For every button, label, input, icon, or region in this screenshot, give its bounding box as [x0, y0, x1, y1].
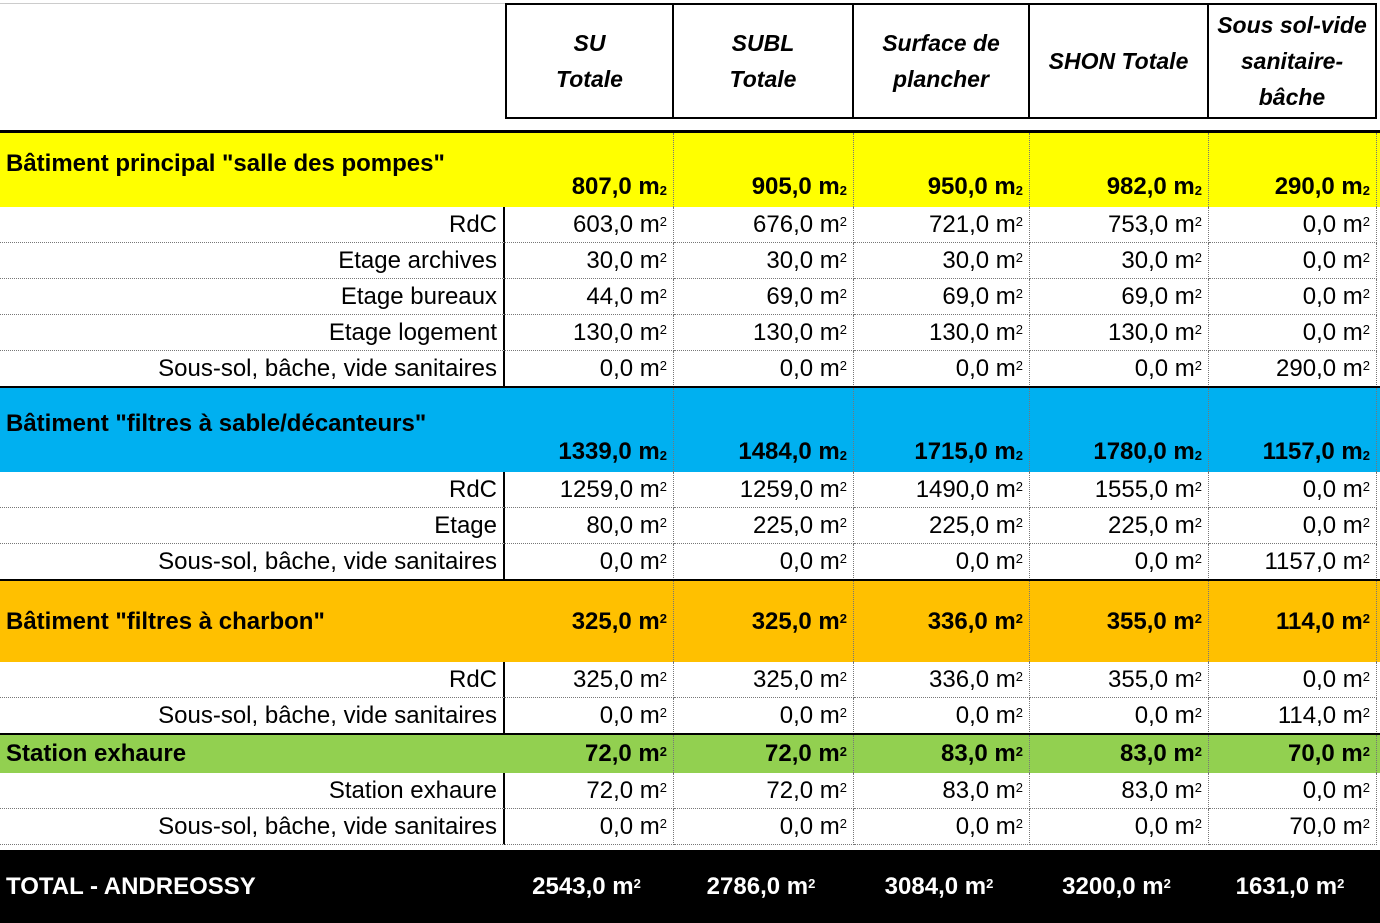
row-value: 0,0 m $^2$	[1209, 243, 1377, 279]
row-value: 1259,0 m $^2$	[674, 472, 854, 508]
row-value: 0,0 m $^2$	[1209, 472, 1377, 508]
row-value: 80,0 m $^2$	[505, 508, 674, 544]
group-value: 336,0 m $^2$	[854, 581, 1030, 662]
row-value: 721,0 m $^2$	[854, 207, 1030, 243]
group-value: 1780,0 m $^2$	[1030, 388, 1209, 472]
row-value: 72,0 m $^2$	[674, 773, 854, 809]
group-value: 807,0 m $^2$	[505, 133, 674, 207]
row-label: RdC	[0, 662, 505, 698]
row-value: 0,0 m $^2$	[854, 809, 1030, 845]
group-value: 1339,0 m $^2$	[505, 388, 674, 472]
table-row	[0, 662, 1380, 698]
row-value: 0,0 m $^2$	[1209, 279, 1377, 315]
row-value: 225,0 m $^2$	[854, 508, 1030, 544]
total-value: 2543,0 m $^2$	[532, 872, 641, 900]
row-value: 0,0 m $^2$	[1209, 773, 1377, 809]
header-sous-sol: Sous sol-vide sanitaire- bâche	[1209, 3, 1377, 119]
total-value: 3200,0 m $^2$	[1062, 872, 1171, 900]
group-row	[0, 388, 1380, 472]
row-value: 325,0 m $^2$	[505, 662, 674, 698]
table-row	[0, 508, 1380, 544]
row-value: 0,0 m $^2$	[1209, 315, 1377, 351]
table-row	[0, 472, 1380, 508]
table-row	[0, 809, 1380, 845]
header-subl-totale: SUBL Totale	[674, 3, 854, 119]
total-label: TOTAL - ANDREOSSY	[6, 872, 256, 900]
row-label: Sous-sol, bâche, vide sanitaires	[0, 351, 505, 387]
group-label: Bâtiment principal "salle des pompes"	[6, 150, 445, 177]
row-value: 225,0 m $^2$	[1030, 508, 1209, 544]
row-value: 1555,0 m $^2$	[1030, 472, 1209, 508]
row-value: 0,0 m $^2$	[505, 544, 674, 580]
row-value: 83,0 m $^2$	[854, 773, 1030, 809]
row-value: 0,0 m $^2$	[1030, 544, 1209, 580]
group-value: 982,0 m $^2$	[1030, 133, 1209, 207]
table-row	[0, 315, 1380, 351]
row-value: 0,0 m $^2$	[674, 809, 854, 845]
group-row	[0, 133, 1380, 207]
row-label: Sous-sol, bâche, vide sanitaires	[0, 698, 505, 734]
group-label: Bâtiment "filtres à charbon"	[6, 607, 325, 635]
row-value: 30,0 m $^2$	[505, 243, 674, 279]
group-value: 83,0 m $^2$	[854, 735, 1030, 773]
row-label: Etage	[0, 508, 505, 544]
row-value: 30,0 m $^2$	[674, 243, 854, 279]
group-value: 290,0 m $^2$	[1209, 133, 1377, 207]
group-row	[0, 581, 1380, 662]
row-label: Etage bureaux	[0, 279, 505, 315]
row-value: 130,0 m $^2$	[1030, 315, 1209, 351]
row-value: 225,0 m $^2$	[674, 508, 854, 544]
row-value: 114,0 m $^2$	[1209, 698, 1377, 734]
row-value: 0,0 m $^2$	[1209, 662, 1377, 698]
row-value: 30,0 m $^2$	[854, 243, 1030, 279]
group-value: 355,0 m $^2$	[1030, 581, 1209, 662]
row-value: 0,0 m $^2$	[1030, 809, 1209, 845]
row-value: 0,0 m $^2$	[1209, 508, 1377, 544]
row-label: RdC	[0, 207, 505, 243]
row-value: 0,0 m $^2$	[674, 351, 854, 387]
row-value: 0,0 m $^2$	[1030, 351, 1209, 387]
table-row	[0, 351, 1380, 387]
row-value: 0,0 m $^2$	[854, 351, 1030, 387]
header-shon-totale: SHON Totale	[1030, 3, 1209, 119]
row-value: 83,0 m $^2$	[1030, 773, 1209, 809]
table-row	[0, 544, 1380, 580]
group-value: 70,0 m $^2$	[1209, 735, 1377, 773]
row-value: 0,0 m $^2$	[505, 351, 674, 387]
group-value: 325,0 m $^2$	[505, 581, 674, 662]
row-value: 0,0 m $^2$	[854, 544, 1030, 580]
row-value: 603,0 m $^2$	[505, 207, 674, 243]
table-row	[0, 207, 1380, 243]
group-value: 1157,0 m $^2$	[1209, 388, 1377, 472]
group-value: 83,0 m $^2$	[1030, 735, 1209, 773]
row-value: 290,0 m $^2$	[1209, 351, 1377, 387]
row-value: 72,0 m $^2$	[505, 773, 674, 809]
row-value: 0,0 m $^2$	[1209, 207, 1377, 243]
row-label: Station exhaure	[0, 773, 505, 809]
group-value: 114,0 m $^2$	[1209, 581, 1377, 662]
row-value: 70,0 m $^2$	[1209, 809, 1377, 845]
row-value: 0,0 m $^2$	[674, 544, 854, 580]
row-value: 69,0 m $^2$	[674, 279, 854, 315]
row-value: 0,0 m $^2$	[674, 698, 854, 734]
row-value: 130,0 m $^2$	[505, 315, 674, 351]
row-value: 325,0 m $^2$	[674, 662, 854, 698]
row-value: 0,0 m $^2$	[854, 698, 1030, 734]
total-value: 2786,0 m $^2$	[706, 872, 816, 900]
header-su-totale: SU Totale	[505, 3, 674, 119]
row-value: 1157,0 m $^2$	[1209, 544, 1377, 580]
row-value: 1490,0 m $^2$	[854, 472, 1030, 508]
row-value: 336,0 m $^2$	[854, 662, 1030, 698]
total-row	[0, 850, 1380, 923]
group-value: 950,0 m $^2$	[854, 133, 1030, 207]
row-value: 0,0 m $^2$	[505, 809, 674, 845]
header-surface-plancher: Surface de plancher	[854, 3, 1030, 119]
table-row	[0, 773, 1380, 809]
group-value: 72,0 m $^2$	[505, 735, 674, 773]
group-value: 325,0 m $^2$	[674, 581, 854, 662]
row-value: 44,0 m $^2$	[505, 279, 674, 315]
row-value: 0,0 m $^2$	[505, 698, 674, 734]
row-label: RdC	[0, 472, 505, 508]
row-value: 0,0 m $^2$	[1030, 698, 1209, 734]
group-label: Station exhaure	[6, 740, 187, 767]
row-value: 753,0 m $^2$	[1030, 207, 1209, 243]
row-label: Etage archives	[0, 243, 505, 279]
row-value: 1259,0 m $^2$	[505, 472, 674, 508]
row-value: 130,0 m $^2$	[674, 315, 854, 351]
table-row	[0, 243, 1380, 279]
group-value: 905,0 m $^2$	[674, 133, 854, 207]
group-value: 1484,0 m $^2$	[674, 388, 854, 472]
row-value: 676,0 m $^2$	[674, 207, 854, 243]
row-label: Sous-sol, bâche, vide sanitaires	[0, 544, 505, 580]
table-row	[0, 279, 1380, 315]
table-row	[0, 698, 1380, 734]
row-label: Etage logement	[0, 315, 505, 351]
row-value: 355,0 m $^2$	[1030, 662, 1209, 698]
row-value: 69,0 m $^2$	[1030, 279, 1209, 315]
group-value: 1715,0 m $^2$	[854, 388, 1030, 472]
group-value: 72,0 m $^2$	[674, 735, 854, 773]
header-row	[0, 0, 1380, 120]
group-row	[0, 735, 1380, 773]
row-label: Sous-sol, bâche, vide sanitaires	[0, 809, 505, 845]
row-value: 30,0 m $^2$	[1030, 243, 1209, 279]
row-value: 130,0 m $^2$	[854, 315, 1030, 351]
total-value: 3084,0 m $^2$	[884, 872, 994, 900]
row-value: 69,0 m $^2$	[854, 279, 1030, 315]
total-value: 1631,0 m $^2$	[1235, 872, 1345, 900]
group-label: Bâtiment "filtres à sable/décanteurs"	[6, 410, 427, 437]
